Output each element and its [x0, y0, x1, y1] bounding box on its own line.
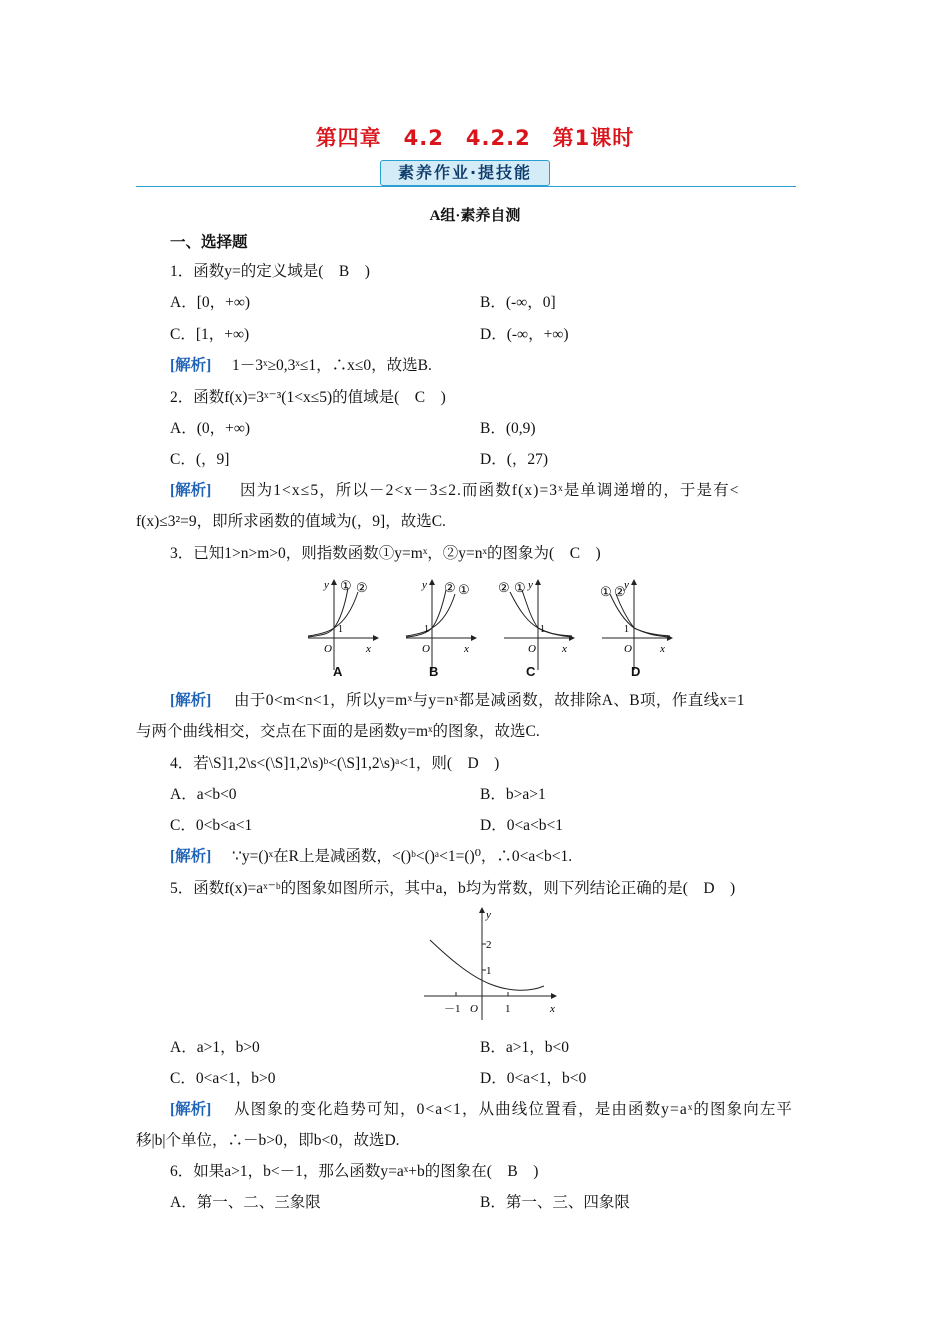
q3d-origin: O: [624, 643, 632, 655]
q5-explain-line2: 移|b|个单位，∴－b>0，即b<0，故选D.: [136, 1132, 400, 1149]
q5-option-a: A．a>1，b>0: [170, 1039, 260, 1056]
q3c-axis-y: y: [528, 579, 533, 591]
q2-option-c: C．(，9]: [170, 451, 230, 468]
q3-caption-d: D: [631, 664, 641, 679]
q2-explain-tag: [解析]: [170, 482, 212, 499]
q6-option-b: B．第一、三、四象限: [480, 1194, 630, 1211]
q5-tick-y2: 2: [486, 939, 492, 951]
section-badge: 素养作业·提技能: [380, 160, 550, 186]
q3-explain-tag: [解析]: [170, 692, 212, 709]
q4-explain: ∵y=()ˣ在R上是减函数，<()ᵇ<()ᵃ<1=()⁰，∴0<a<b<1.: [232, 848, 573, 865]
q3c-origin: O: [528, 643, 536, 655]
q5-graph: [420, 904, 560, 1024]
q3b-one: 1: [424, 624, 429, 635]
q5-option-b: B．a>1，b<0: [480, 1039, 569, 1056]
q3a-one: 1: [338, 624, 343, 635]
q3d-one: 1: [624, 624, 629, 635]
header-rule: [136, 186, 796, 187]
q3c-axis-x: x: [562, 643, 567, 655]
q3-graph-a: [308, 578, 378, 670]
q3-graph-d: [600, 579, 672, 670]
q4-explain-tag: [解析]: [170, 848, 212, 865]
q2-explain-line1: 因为1<x≤5，所以－2<x－3≤2.而函数f(x)=3ˣ是单调递增的，于是有<: [240, 482, 740, 499]
q2-option-d: D．(，27): [480, 451, 549, 468]
q3-stem: 3．已知1>n>m>0，则指数函数①y=mˣ，②y=nˣ的图象为( C ): [170, 545, 601, 562]
q3a-label-1: ①: [340, 578, 352, 593]
q5-option-d: D．0<a<1，b<0: [480, 1070, 587, 1087]
q1-option-c: C．[1，+∞): [170, 326, 250, 343]
q3c-label-2: ②: [498, 580, 510, 595]
q3c-label-1: ①: [514, 580, 526, 595]
q3a-label-2: ②: [356, 580, 368, 595]
q5-tick-xneg1: －1: [444, 1003, 461, 1015]
q3b-axis-x: x: [464, 643, 469, 655]
section-heading: 一、选择题: [170, 234, 248, 251]
q6-option-a: A．第一、二、三象限: [170, 1194, 321, 1211]
q3-graph-b: [406, 579, 476, 670]
page-title: 第四章 4.2 4.2.2 第1课时: [315, 126, 635, 150]
q3b-origin: O: [422, 643, 430, 655]
q3b-label-2: ②: [444, 580, 456, 595]
q2-explain-line2: f(x)≤3²=9，即所求函数的值域为(，9]，故选C.: [136, 513, 446, 530]
q1-option-a: A．[0，+∞): [170, 294, 251, 311]
q3-graph-c: [498, 579, 574, 670]
q3d-label-2: ②: [614, 584, 626, 599]
q1-explain: 1－3ˣ≥0,3ˣ≤1，∴x≤0，故选B.: [232, 357, 432, 374]
q3a-axis-y: y: [324, 579, 329, 591]
q1-explain-tag: [解析]: [170, 357, 212, 374]
q5-explain-tag: [解析]: [170, 1101, 212, 1118]
q2-stem: 2．函数f(x)=3ˣ⁻³(1<x≤5)的值域是( C ): [170, 389, 446, 406]
q5-stem: 5．函数f(x)=aˣ⁻ᵇ的图象如图所示，其中a，b均为常数，则下列结论正确的是( D ): [170, 880, 736, 897]
q3b-label-1: ①: [458, 582, 470, 597]
q4-stem: 4．若\S]1,2\s<(\S]1,2\s)ᵇ<(\S]1,2\s)ᵃ<1，则( D ): [170, 755, 500, 772]
q1-option-b: B．(-∞，0]: [480, 294, 556, 311]
q3-explain-line2: 与两个曲线相交，交点在下面的是函数y=mˣ的图象，故选C.: [136, 723, 540, 740]
q5-tick-y1: 1: [486, 965, 492, 977]
q4-option-a: A．a<b<0: [170, 786, 237, 803]
q2-option-a: A．(0，+∞): [170, 420, 251, 437]
q5-axis-x: x: [550, 1003, 555, 1015]
q3c-one: 1: [540, 624, 545, 635]
q5-origin: O: [470, 1003, 478, 1015]
q1-stem: 1．函数y=的定义域是( B ): [170, 263, 370, 280]
q3-explain-line1: 由于0<m<n<1，所以y=mˣ与y=nˣ都是减函数，故排除A、B项，作直线x=1: [234, 692, 745, 709]
q5-tick-x1: 1: [505, 1003, 511, 1015]
q3d-label-1: ①: [600, 584, 612, 599]
q2-option-b: B．(0,9): [480, 420, 536, 437]
q4-option-b: B．b>a>1: [480, 786, 546, 803]
q3d-axis-x: x: [660, 643, 665, 655]
q5-explain-line1: 从图象的变化趋势可知，0<a<1，从曲线位置看，是由函数y=aˣ的图象向左平: [234, 1101, 794, 1118]
q3d-axis-y: y: [624, 579, 629, 591]
q3-caption-b: B: [429, 664, 439, 679]
q3a-origin: O: [324, 643, 332, 655]
q6-stem: 6．如果a>1，b<－1，那么函数y=aˣ+b的图象在( B ): [170, 1163, 539, 1180]
q4-option-c: C．0<b<a<1: [170, 817, 253, 834]
q5-option-c: C．0<a<1，b>0: [170, 1070, 276, 1087]
q1-option-d: D．(-∞，+∞): [480, 326, 569, 343]
group-heading: A组·素养自测: [429, 208, 521, 224]
q5-axis-y: y: [486, 909, 491, 921]
q3-caption-a: A: [333, 664, 343, 679]
q3b-axis-y: y: [422, 579, 427, 591]
q3a-axis-x: x: [366, 643, 371, 655]
q4-option-d: D．0<a<b<1: [480, 817, 564, 834]
q3-caption-c: C: [526, 664, 536, 679]
